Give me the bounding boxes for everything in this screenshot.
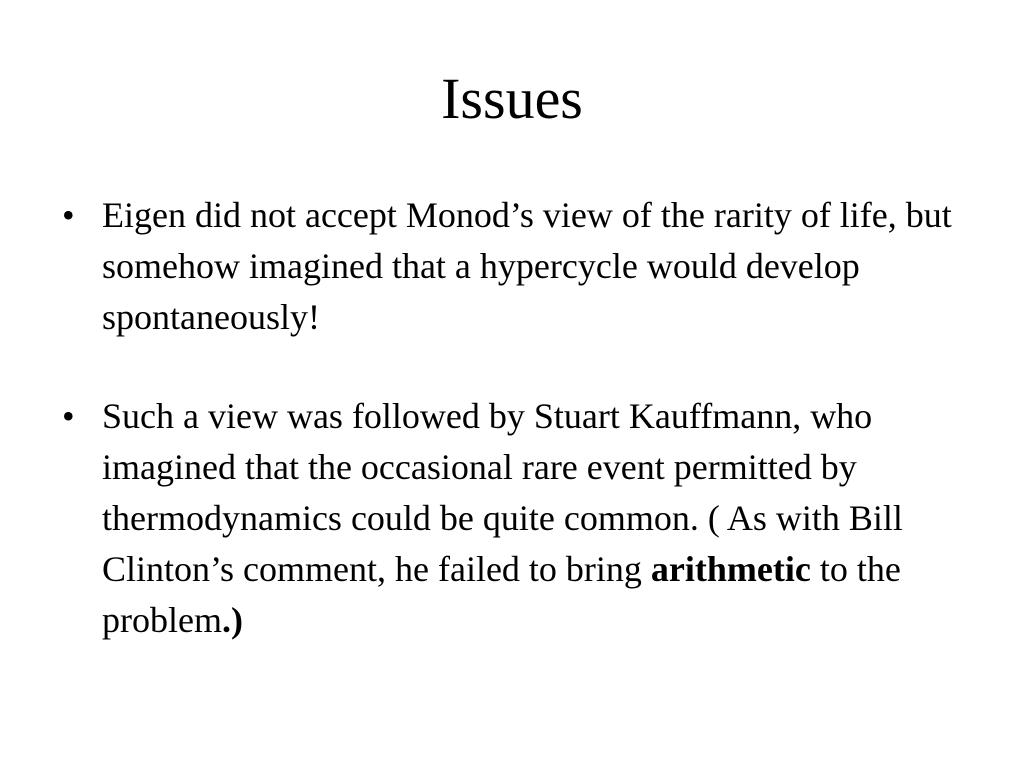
bullet-text xyxy=(102,396,903,640)
bullet-text-part: Such a view was followed by Stuart Kauffmann, who imagined that the occasional rare event permitted by thermodynamics could be quite common. ( As with Bill Clinton’s comment, he failed to bring xyxy=(102,396,903,589)
bold-closing-punctuation: .) xyxy=(221,600,243,640)
slide-title: Issues xyxy=(441,66,583,131)
bullet-list xyxy=(62,190,962,646)
bullet-text: Eigen did not accept Monod’s view of the rarity of life, but somehow imagined that a hypercycle would develop spontaneously! xyxy=(102,195,952,337)
bold-emphasis: arithmetic xyxy=(650,549,811,589)
bullet-item-2 xyxy=(62,391,962,646)
bullet-icon: • xyxy=(62,396,75,436)
bullet-text-part: to the problem xyxy=(102,549,901,640)
bullet-icon: • xyxy=(62,195,75,235)
bullet-item-1 xyxy=(62,190,962,343)
